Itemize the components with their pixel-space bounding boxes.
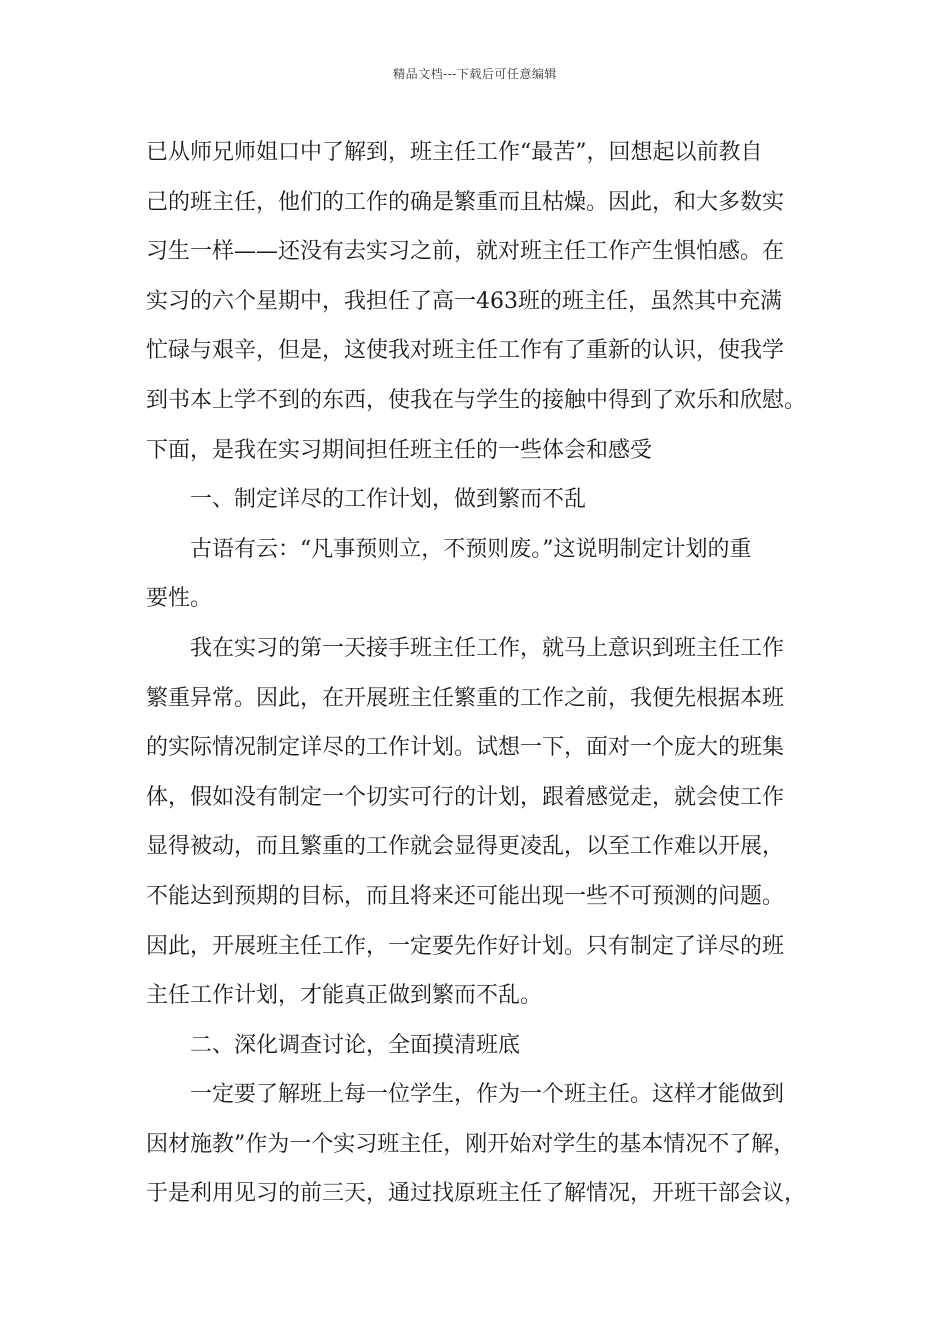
text-line: 的实际情况制定详尽的工作计划。试想一下，面对一个庞大的班集: [146, 735, 785, 761]
section-heading: 二、深化调查讨论，全面摸清班底: [190, 1032, 521, 1058]
text-line: 繁重异常。因此，在开展班主任繁重的工作之前，我便先根据本班: [146, 685, 785, 711]
text-line: 到书本上学不到的东西，使我在与学生的接触中得到了欢乐和欣慰。: [146, 387, 807, 413]
text-line: 主任工作计划，才能真正做到繁而不乱。: [146, 983, 543, 1009]
text-line: 忙碌与艰辛，但是，这使我对班主任工作有了重新的认识，使我学: [146, 338, 785, 364]
text-line: 显得被动，而且繁重的工作就会显得更凌乱，以至工作难以开展，: [146, 834, 785, 860]
text-line: 因材施教”作为一个实习班主任，刚开始对学生的基本情况不了解，: [146, 1131, 796, 1157]
paragraph-start: 我在实习的第一天接手班主任工作，就马上意识到班主任工作: [190, 635, 785, 661]
text-line: 于是利用见习的前三天，通过找原班主任了解情况，开班干部会议，: [146, 1181, 807, 1207]
text-line: 实习的六个星期中，我担任了高一463班的班主任，虽然其中充满: [146, 288, 782, 314]
page-header: 精品文档---下载后可任意编辑: [393, 67, 557, 81]
text-line: 体，假如没有制定一个切实可行的计划，跟着感觉走，就会使工作: [146, 784, 785, 810]
text-line: 不能达到预期的目标，而且将来还可能出现一些不可预测的问题。: [146, 883, 785, 909]
text-line: 已从师兄师姐口中了解到，班主任工作“最苦”，回想起以前教自: [146, 140, 763, 165]
text-line: 要性。: [146, 586, 213, 612]
section-heading: 一、制定详尽的工作计划，做到繁而不乱: [190, 487, 587, 513]
text-line: 习生一样——还没有去实习之前，就对班主任工作产生惧怕感。在: [146, 239, 785, 265]
text-line: 己的班主任，他们的工作的确是繁重而且枯燥。因此，和大多数实: [146, 189, 785, 215]
text-line: 下面，是我在实习期间担任班主任的一些体会和感受: [146, 437, 653, 463]
paragraph-start: 一定要了解班上每一位学生，作为一个班主任。这样才能做到: [190, 1082, 785, 1108]
document-body: [146, 128, 830, 1219]
text-line: 因此，开展班主任工作，一定要先作好计划。只有制定了详尽的班: [146, 933, 785, 959]
paragraph-start: 古语有云：“凡事预则立，不预则废。”这说明制定计划的重: [190, 536, 752, 562]
